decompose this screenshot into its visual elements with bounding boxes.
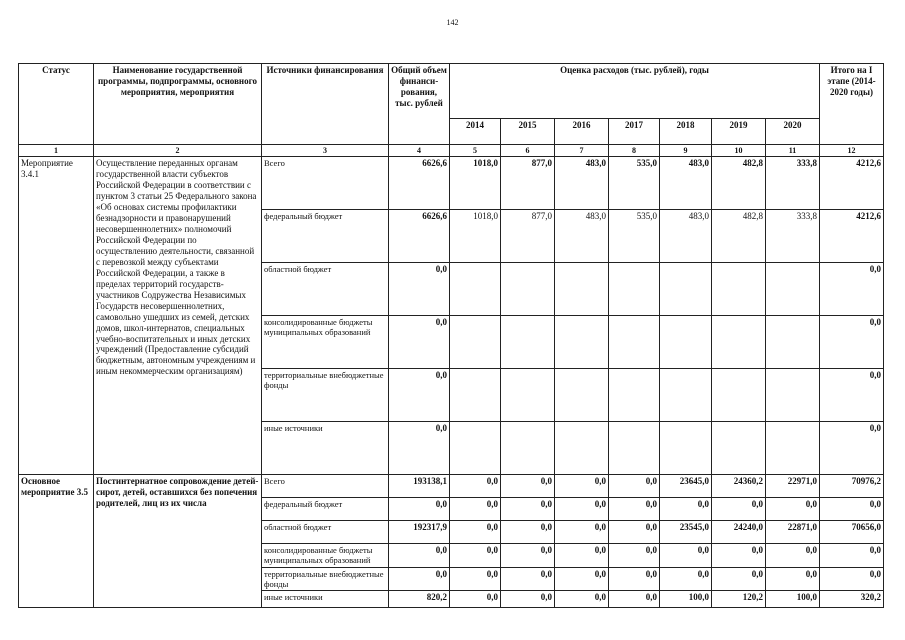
row-year-value: 0,0 [450, 567, 501, 591]
row-year-value: 0,0 [766, 544, 820, 568]
row-year-value: 1018,0 [450, 157, 501, 210]
row-year-value [766, 263, 820, 316]
header-year: 2014 [450, 119, 501, 145]
row-year-value: 0,0 [501, 544, 555, 568]
row-source: иные источники [262, 422, 389, 475]
table-row [19, 475, 884, 498]
row-stage-total: 4212,6 [820, 157, 884, 210]
row-year-value: 0,0 [450, 591, 501, 608]
row-year-value [450, 422, 501, 475]
row-year-value: 0,0 [555, 498, 609, 521]
row-year-value: 0,0 [501, 591, 555, 608]
row-stage-total: 0,0 [820, 498, 884, 521]
header-source: Источники финансирования [262, 64, 389, 145]
header-year: 2018 [660, 119, 712, 145]
row-year-value: 483,0 [660, 210, 712, 263]
row-year-value: 1018,0 [450, 210, 501, 263]
row-year-value: 333,8 [766, 210, 820, 263]
row-source: консолидированные бюджеты муниципальных образований [262, 544, 389, 568]
row-year-value: 0,0 [660, 544, 712, 568]
row-year-value: 333,8 [766, 157, 820, 210]
page-number: 142 [446, 18, 459, 27]
row-year-value: 0,0 [450, 521, 501, 544]
row-year-value: 0,0 [450, 544, 501, 568]
row-year-value: 0,0 [450, 498, 501, 521]
row-year-value: 0,0 [609, 521, 660, 544]
header-total-volume: Общий объем финанси-рования, тыс. рублей [389, 64, 450, 145]
row-stage-total: 320,2 [820, 591, 884, 608]
column-number: 11 [766, 145, 820, 157]
header-year: 2016 [555, 119, 609, 145]
row-year-value: 0,0 [501, 498, 555, 521]
row-year-value: 0,0 [555, 567, 609, 591]
row-year-value: 0,0 [766, 498, 820, 521]
row-year-value [450, 369, 501, 422]
row-stage-total: 0,0 [820, 544, 884, 568]
column-number: 10 [712, 145, 766, 157]
row-year-value [712, 369, 766, 422]
row-total: 6626,6 [389, 210, 450, 263]
row-stage-total: 70656,0 [820, 521, 884, 544]
row-year-value: 0,0 [609, 591, 660, 608]
row-year-value: 483,0 [555, 210, 609, 263]
row-year-value: 0,0 [555, 521, 609, 544]
row-year-value [712, 316, 766, 369]
row-year-value: 482,8 [712, 157, 766, 210]
row-year-value [555, 369, 609, 422]
header-year: 2019 [712, 119, 766, 145]
row-year-value: 535,0 [609, 210, 660, 263]
row-year-value [712, 263, 766, 316]
row-year-value: 100,0 [660, 591, 712, 608]
row-stage-total: 70976,2 [820, 475, 884, 498]
budget-table [18, 63, 884, 608]
row-year-value: 22871,0 [766, 521, 820, 544]
row-year-value: 100,0 [766, 591, 820, 608]
row-stage-total: 0,0 [820, 369, 884, 422]
row-year-value: 0,0 [501, 567, 555, 591]
row-year-value: 877,0 [501, 210, 555, 263]
row-year-value [501, 369, 555, 422]
column-number: 7 [555, 145, 609, 157]
header-estimate: Оценка расходов (тыс. рублей), годы [450, 64, 820, 119]
row-year-value: 0,0 [712, 567, 766, 591]
row-year-value [766, 369, 820, 422]
row-year-value: 22971,0 [766, 475, 820, 498]
row-year-value: 483,0 [660, 157, 712, 210]
row-year-value [609, 263, 660, 316]
row-year-value: 483,0 [555, 157, 609, 210]
row-year-value [609, 369, 660, 422]
column-number: 8 [609, 145, 660, 157]
row-total: 193138,1 [389, 475, 450, 498]
row-year-value [660, 263, 712, 316]
row-year-value [501, 422, 555, 475]
row-year-value: 0,0 [609, 475, 660, 498]
row-year-value: 0,0 [712, 498, 766, 521]
row-total: 0,0 [389, 567, 450, 591]
row-total: 0,0 [389, 498, 450, 521]
row-year-value [501, 316, 555, 369]
header-stage-total: Итого на I этапе (2014-2020 годы) [820, 64, 884, 145]
row-total: 192317,9 [389, 521, 450, 544]
row-year-value [609, 316, 660, 369]
header-year: 2020 [766, 119, 820, 145]
row-year-value: 877,0 [501, 157, 555, 210]
row-year-value: 0,0 [555, 591, 609, 608]
row-year-value: 120,2 [712, 591, 766, 608]
table-row [19, 157, 884, 210]
row-year-value [555, 422, 609, 475]
row-stage-total: 0,0 [820, 567, 884, 591]
row-status: Мероприятие 3.4.1 [19, 157, 94, 475]
row-source: Всего [262, 475, 389, 498]
row-year-value: 0,0 [609, 498, 660, 521]
column-number: 2 [94, 145, 262, 157]
row-source: территориальные внебюджетные фонды [262, 369, 389, 422]
row-year-value: 0,0 [450, 475, 501, 498]
row-stage-total: 0,0 [820, 316, 884, 369]
row-year-value [450, 263, 501, 316]
row-source: областной бюджет [262, 521, 389, 544]
row-stage-total: 4212,6 [820, 210, 884, 263]
column-number: 9 [660, 145, 712, 157]
row-source: Всего [262, 157, 389, 210]
row-year-value: 0,0 [660, 567, 712, 591]
column-number: 5 [450, 145, 501, 157]
row-year-value [660, 422, 712, 475]
row-year-value [609, 422, 660, 475]
row-year-value [555, 316, 609, 369]
row-year-value: 0,0 [712, 544, 766, 568]
row-source: областной бюджет [262, 263, 389, 316]
row-year-value [766, 422, 820, 475]
row-year-value: 0,0 [555, 475, 609, 498]
header-status: Статус [19, 64, 94, 145]
row-year-value: 482,8 [712, 210, 766, 263]
row-status: Основное мероприятие 3.5 [19, 475, 94, 608]
row-stage-total: 0,0 [820, 263, 884, 316]
row-year-value [555, 263, 609, 316]
row-total: 0,0 [389, 316, 450, 369]
header-year: 2015 [501, 119, 555, 145]
row-source: территориальные внебюджетные фонды [262, 567, 389, 591]
row-year-value [660, 369, 712, 422]
row-source: иные источники [262, 591, 389, 608]
row-name: Осуществление переданных органам государственной власти субъектов Российской Федерации в соответствии с пунктом 3 статьи 25 Федерального закона «Об основах системы профилактики безнадзорности и правонарушений несовершеннолетних» полномочий Российской Федерации по осуществлению деятельности, связанной с перевозкой между субъектами Российской Федерации, а также в пределах территорий государств-участников Содружества Независимых Государств несовершеннолетних, самовольно ушедших из семей, детских домов, школ-интернатов, специальных учебно-воспитательных и иных детских учреждений (Предоставление субсидий бюджетным, автономным учреждениям и иным некоммерческим организациям) [94, 157, 262, 475]
column-number: 6 [501, 145, 555, 157]
row-year-value [660, 316, 712, 369]
row-total: 820,2 [389, 591, 450, 608]
row-year-value: 24360,2 [712, 475, 766, 498]
row-total: 0,0 [389, 544, 450, 568]
row-year-value: 0,0 [766, 567, 820, 591]
column-number: 1 [19, 145, 94, 157]
row-year-value: 23545,0 [660, 521, 712, 544]
row-year-value: 23645,0 [660, 475, 712, 498]
row-source: федеральный бюджет [262, 498, 389, 521]
row-total: 0,0 [389, 263, 450, 316]
row-year-value [766, 316, 820, 369]
row-stage-total: 0,0 [820, 422, 884, 475]
row-source: федеральный бюджет [262, 210, 389, 263]
row-source: консолидированные бюджеты муниципальных образований [262, 316, 389, 369]
row-total: 6626,6 [389, 157, 450, 210]
row-total: 0,0 [389, 422, 450, 475]
column-number: 4 [389, 145, 450, 157]
row-year-value: 0,0 [501, 475, 555, 498]
row-name: Постинтернатное сопровождение детей-сирот, детей, оставшихся без попечения родителей, лиц из их числа [94, 475, 262, 608]
row-year-value [501, 263, 555, 316]
row-year-value: 0,0 [609, 544, 660, 568]
column-number: 3 [262, 145, 389, 157]
header-year: 2017 [609, 119, 660, 145]
row-year-value: 535,0 [609, 157, 660, 210]
row-year-value: 0,0 [555, 544, 609, 568]
row-year-value [450, 316, 501, 369]
row-year-value: 0,0 [501, 521, 555, 544]
column-number: 12 [820, 145, 884, 157]
row-total: 0,0 [389, 369, 450, 422]
row-year-value: 0,0 [660, 498, 712, 521]
row-year-value: 24240,0 [712, 521, 766, 544]
row-year-value [712, 422, 766, 475]
header-name: Наименование государственной программы, подпрограммы, основного мероприятия, мероприятия [94, 64, 262, 145]
row-year-value: 0,0 [609, 567, 660, 591]
